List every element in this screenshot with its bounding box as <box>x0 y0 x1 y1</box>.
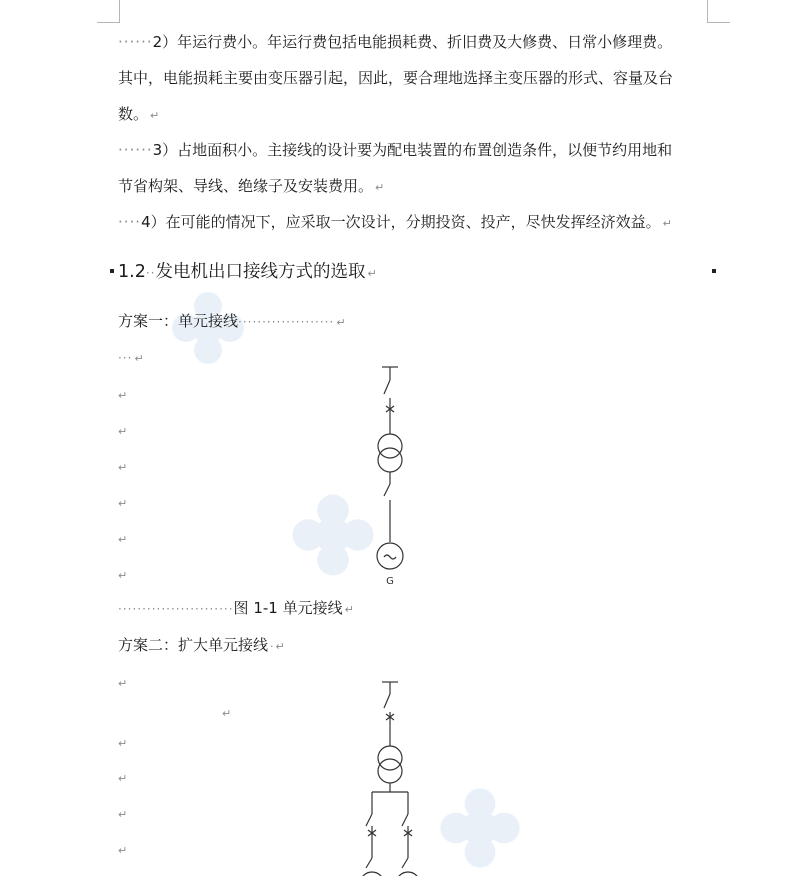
page-corner-mark-left <box>97 0 120 23</box>
paragraph-mark: ↵ <box>222 707 232 720</box>
paragraph-mark: ↵ <box>118 389 128 402</box>
paragraph-2-line-3: 数。 ↵ <box>118 105 160 123</box>
paragraph-mark: ↵ <box>118 461 128 474</box>
paragraph-mark: ↵ <box>118 808 128 821</box>
paragraph-mark: ↵ <box>118 677 128 690</box>
expanded-unit-diagram <box>350 676 430 876</box>
empty-line: ··· ↵ <box>118 351 144 365</box>
page-corner-mark-right <box>707 0 730 23</box>
paragraph-2-line-2: 其中，电能损耗主要由变压器引起，因此，要合理地选择主变压器的形式、容量及台 <box>118 69 674 87</box>
paragraph-3-line-2: 节省构架、导线、绝缘子及安装费用。 ↵ <box>118 177 385 195</box>
generator-label: G <box>386 576 394 587</box>
paragraph-mark: ↵ <box>118 497 128 510</box>
paragraph-mark: ↵ <box>118 533 128 546</box>
scheme-2-label: 方案二：扩大单元接线 · ↵ <box>118 636 285 654</box>
unit-connection-diagram <box>360 362 420 590</box>
section-heading: 1.2··发电机出口接线方式的选取 ↵ <box>118 262 377 282</box>
paragraph-mark: ↵ <box>118 844 128 857</box>
scheme-1-label: 方案一：单元接线···················· ↵ <box>118 312 346 330</box>
paragraph-mark: ↵ <box>118 569 128 582</box>
paragraph-2-line-1: ······2）年运行费小。年运行费包括电能损耗费、折旧费及大修费、日常小修理费。 <box>118 33 673 51</box>
paragraph-4-line-1: ····4）在可能的情况下，应采取一次设计，分期投资、投产，尽快发挥经济效益。 ↵ <box>118 213 672 231</box>
figure-caption: ························图 1-1 单元接线 ↵ <box>118 599 354 617</box>
paragraph-mark: ↵ <box>118 425 128 438</box>
heading-bullet-right <box>712 269 716 273</box>
paragraph-mark: ↵ <box>118 737 128 750</box>
paragraph-3-line-1: ······3）占地面积小。主接线的设计要为配电装置的布置创造条件，以便节约用地和 <box>118 141 673 159</box>
watermark-flower-icon <box>436 784 524 872</box>
paragraph-mark: ↵ <box>118 772 128 785</box>
